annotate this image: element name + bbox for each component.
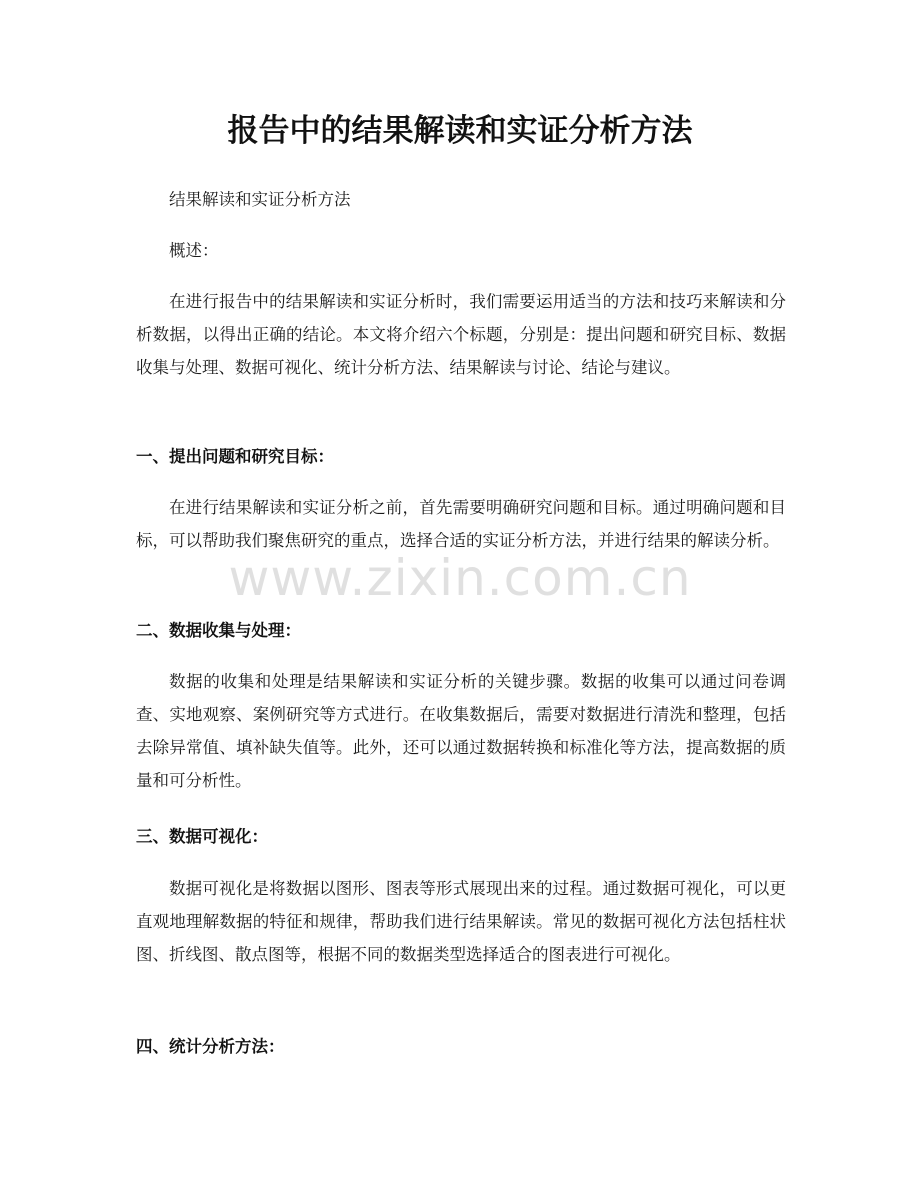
document-subtitle: 结果解读和实证分析方法 bbox=[169, 190, 351, 209]
watermark: www.zixin.com.cn bbox=[228, 549, 692, 607]
section-body-3: 数据可视化是将数据以图形、图表等形式展现出来的过程。通过数据可视化，可以更直观地理解数据的特征和规律，帮助我们进行结果解读。常见的数据可视化方法包括柱状图、折线图、散点图等，根据不同的数据类型选择适合的图表进行可视化。 bbox=[136, 879, 786, 964]
overview-label: 概述： bbox=[169, 241, 219, 260]
section-body-1: 在进行结果解读和实证分析之前，首先需要明确研究问题和目标。通过明确问题和目标，可以帮助我们聚焦研究的重点，选择合适的实证分析方法，并进行结果的解读分析。 bbox=[136, 498, 786, 550]
section-heading-3: 三、数据可视化： bbox=[136, 827, 268, 846]
section-heading-1: 一、提出问题和研究目标： bbox=[136, 447, 334, 466]
section-heading-2: 二、数据收集与处理： bbox=[136, 621, 301, 640]
section-body-2: 数据的收集和处理是结果解读和实证分析的关键步骤。数据的收集可以通过问卷调查、实地观察、案例研究等方式进行。在收集数据后，需要对数据进行清洗和整理，包括去除异常值、填补缺失值等。此外，还可以通过数据转换和标准化等方法，提高数据的质量和可分析性。 bbox=[136, 672, 786, 790]
document-title: 报告中的结果解读和实证分析方法 bbox=[227, 113, 693, 149]
section-heading-4: 四、统计分析方法： bbox=[136, 1037, 285, 1056]
overview-paragraph: 在进行报告中的结果解读和实证分析时，我们需要运用适当的方法和技巧来解读和分析数据，以得出正确的结论。本文将介绍六个标题，分别是：提出问题和研究目标、数据收集与处理、数据可视化、统计分析方法、结果解读与讨论、结论与建议。 bbox=[136, 292, 786, 377]
